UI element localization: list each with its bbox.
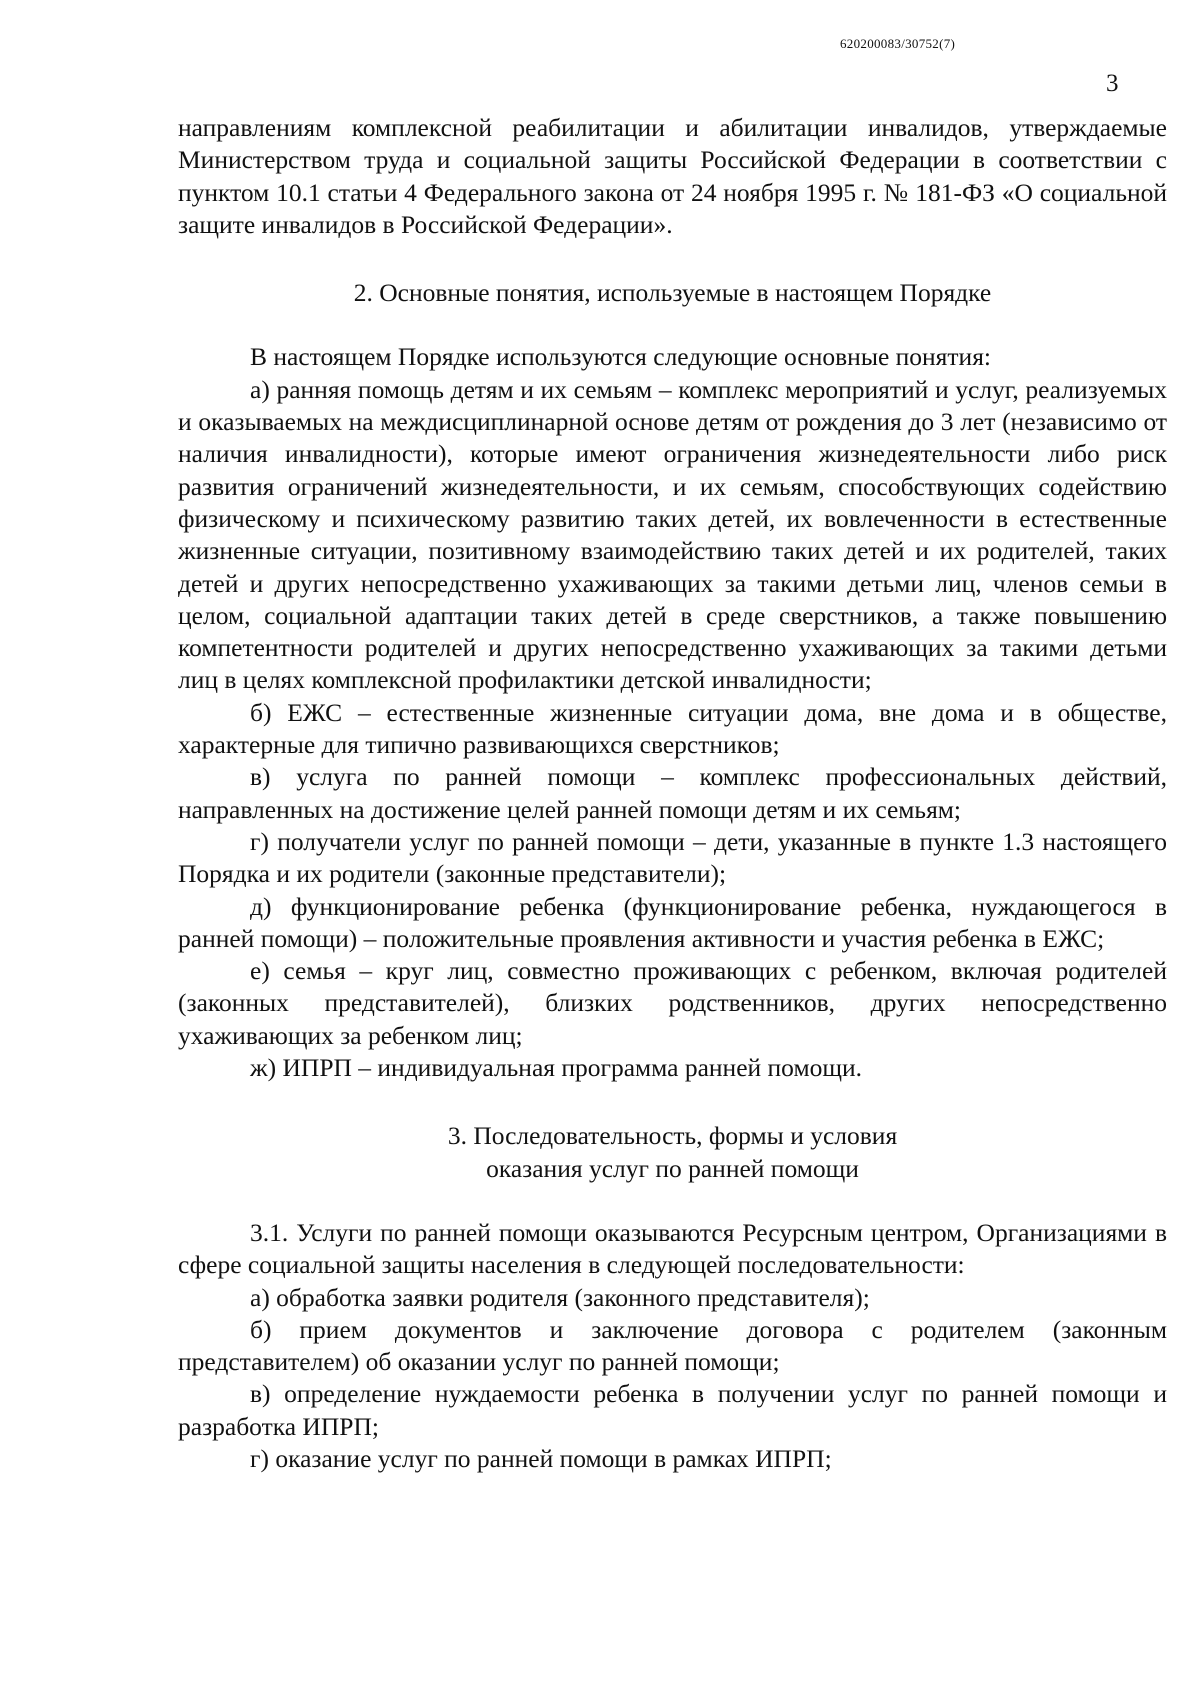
section-2-lead: В настоящем Порядке используются следующие основные понятия: [250,342,992,372]
sequence-item-g: г) оказание услуг по ранней помощи в рамках ИПРП; [250,1443,832,1473]
section-3-heading-line-2: оказания услуг по ранней помощи [486,1153,859,1183]
definition-item-v: в) услуга по ранней помощи – комплекс профессиональных действий, направленных на достижение целей ранней помощи детям и их семьям; [178,762,1167,824]
intro-paragraph: направлениям комплексной реабилитации и абилитации инвалидов, утверждаемые Министерством труда и социальной защиты Российской Федерации в соответствии с пунктом 10.1 статьи 4 Федерального закона от 24 ноября 1995 г. № 181-ФЗ «О социальной защите инвалидов в Российской Федерации». [178,113,1167,239]
document-registration-code: 620200083/30752(7) [840,36,956,51]
document-body [178,112,1167,1475]
definition-item-zh: ж) ИПРП – индивидуальная программа ранней помощи. [250,1053,862,1083]
section-3-heading [178,1120,1167,1185]
sequence-item-v: в) определение нуждаемости ребенка в получении услуг по ранней помощи и разработка ИПРП; [178,1379,1167,1441]
definition-item-a: а) ранняя помощь детям и их семьям – комплекс мероприятий и услуг, реализуемых и оказываемых на междисциплинарной основе детям от рождения до 3 лет (независимо от наличия инвалидности), которые имеют ограничения жизнедеятельности либо риск развития ограничений жизнедеятельности, и их семьям, способствующих содействию физическому и психическому развитию таких детей, их вовлеченности в естественные жизненные ситуации, позитивному взаимодействию таких детей и их родителей, таких детей и других непосредственно ухаживающих за такими детьми лиц, членов семьи в целом, социальной адаптации таких детей в среде сверстников, а также повышению компетентности родителей и других непосредственно ухаживающих за такими детьми лиц в целях комплексной профилактики детской инвалидности; [178,374,1167,695]
definition-item-g: г) получатели услуг по ранней помощи – дети, указанные в пункте 1.3 настоящего Порядка и их родители (законные представители); [178,826,1167,889]
page-number: 3 [1106,70,1119,97]
section-2-heading: 2. Основные понятия, используемые в настоящем Порядке [353,278,992,308]
section-3-heading-line-1: 3. Последовательность, формы и условия [447,1121,898,1151]
definition-item-d: д) функционирование ребенка (функционирование ребенка, нуждающегося в ранней помощи) – положительные проявления активности и участия ребенка в ЕЖС; [178,891,1167,953]
definition-item-e: е) семья – круг лиц, совместно проживающих с ребенком, включая родителей (законных представителей), близких родственников, других непосредственно ухаживающих за ребенком лиц; [178,956,1167,1050]
paragraph-3-1: 3.1. Услуги по ранней помощи оказываются Ресурсным центром, Организациями в сфере социальной защиты населения в следующей последовательности: [178,1217,1167,1280]
definition-item-b: б) ЕЖС – естественные жизненные ситуации дома, вне дома и в обществе, характерные для типично развивающихся сверстников; [178,697,1167,760]
sequence-item-a: а) обработка заявки родителя (законного представителя); [250,1282,870,1312]
sequence-item-b: б) прием документов и заключение договора с родителем (законным представителем) об оказании услуг по ранней помощи; [178,1314,1167,1377]
